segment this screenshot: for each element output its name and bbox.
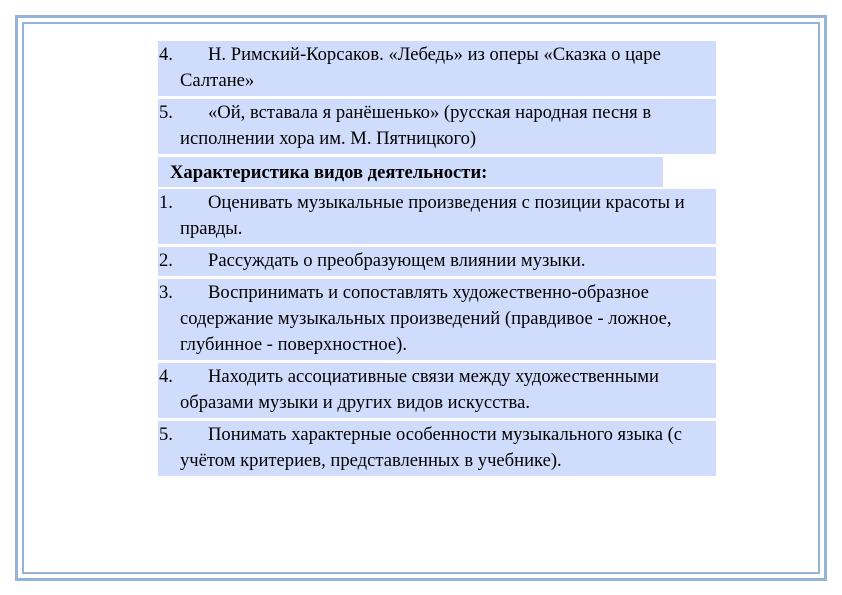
activity-item <box>158 247 716 276</box>
activity-number: 1. <box>159 192 173 213</box>
activity-item <box>158 189 716 244</box>
list-item-number: 4. <box>159 44 173 65</box>
activity-number: 3. <box>159 282 173 303</box>
activity-text: Находить ассоциативные связи между художественными образами музыки и других видов искусства. <box>180 366 659 413</box>
section-heading-row <box>158 157 716 189</box>
activity-text: Понимать характерные особенности музыкального языка (с учётом критериев, представленных в учебнике). <box>180 424 683 471</box>
activity-number: 2. <box>159 250 173 271</box>
list-item-text: Н. Римский-Корсаков. «Лебедь» из оперы «Сказка о царе Салтане» <box>180 44 661 91</box>
activity-text: Рассуждать о преобразующем влиянии музыки. <box>208 250 586 271</box>
list-item-number: 5. <box>159 102 173 123</box>
list-item <box>158 99 716 154</box>
list-item <box>158 41 716 96</box>
activity-text: Оценивать музыкальные произведения с позиции красоты и правды. <box>180 192 685 239</box>
list-item-text: «Ой, вставала я ранёшенько» (русская народная песня в исполнении хора им. М. Пятницкого) <box>180 102 652 149</box>
activity-item <box>158 279 716 360</box>
activity-item <box>158 363 716 418</box>
activity-item <box>158 421 716 476</box>
section-heading: Характеристика видов деятельности: <box>158 157 663 187</box>
slide-content <box>158 41 716 479</box>
activity-number: 4. <box>159 366 173 387</box>
activity-text: Воспринимать и сопоставлять художественно-образное содержание музыкальных произведений (правдивое - ложное, глубинное - поверхностное). <box>180 282 672 355</box>
activity-number: 5. <box>159 424 173 445</box>
